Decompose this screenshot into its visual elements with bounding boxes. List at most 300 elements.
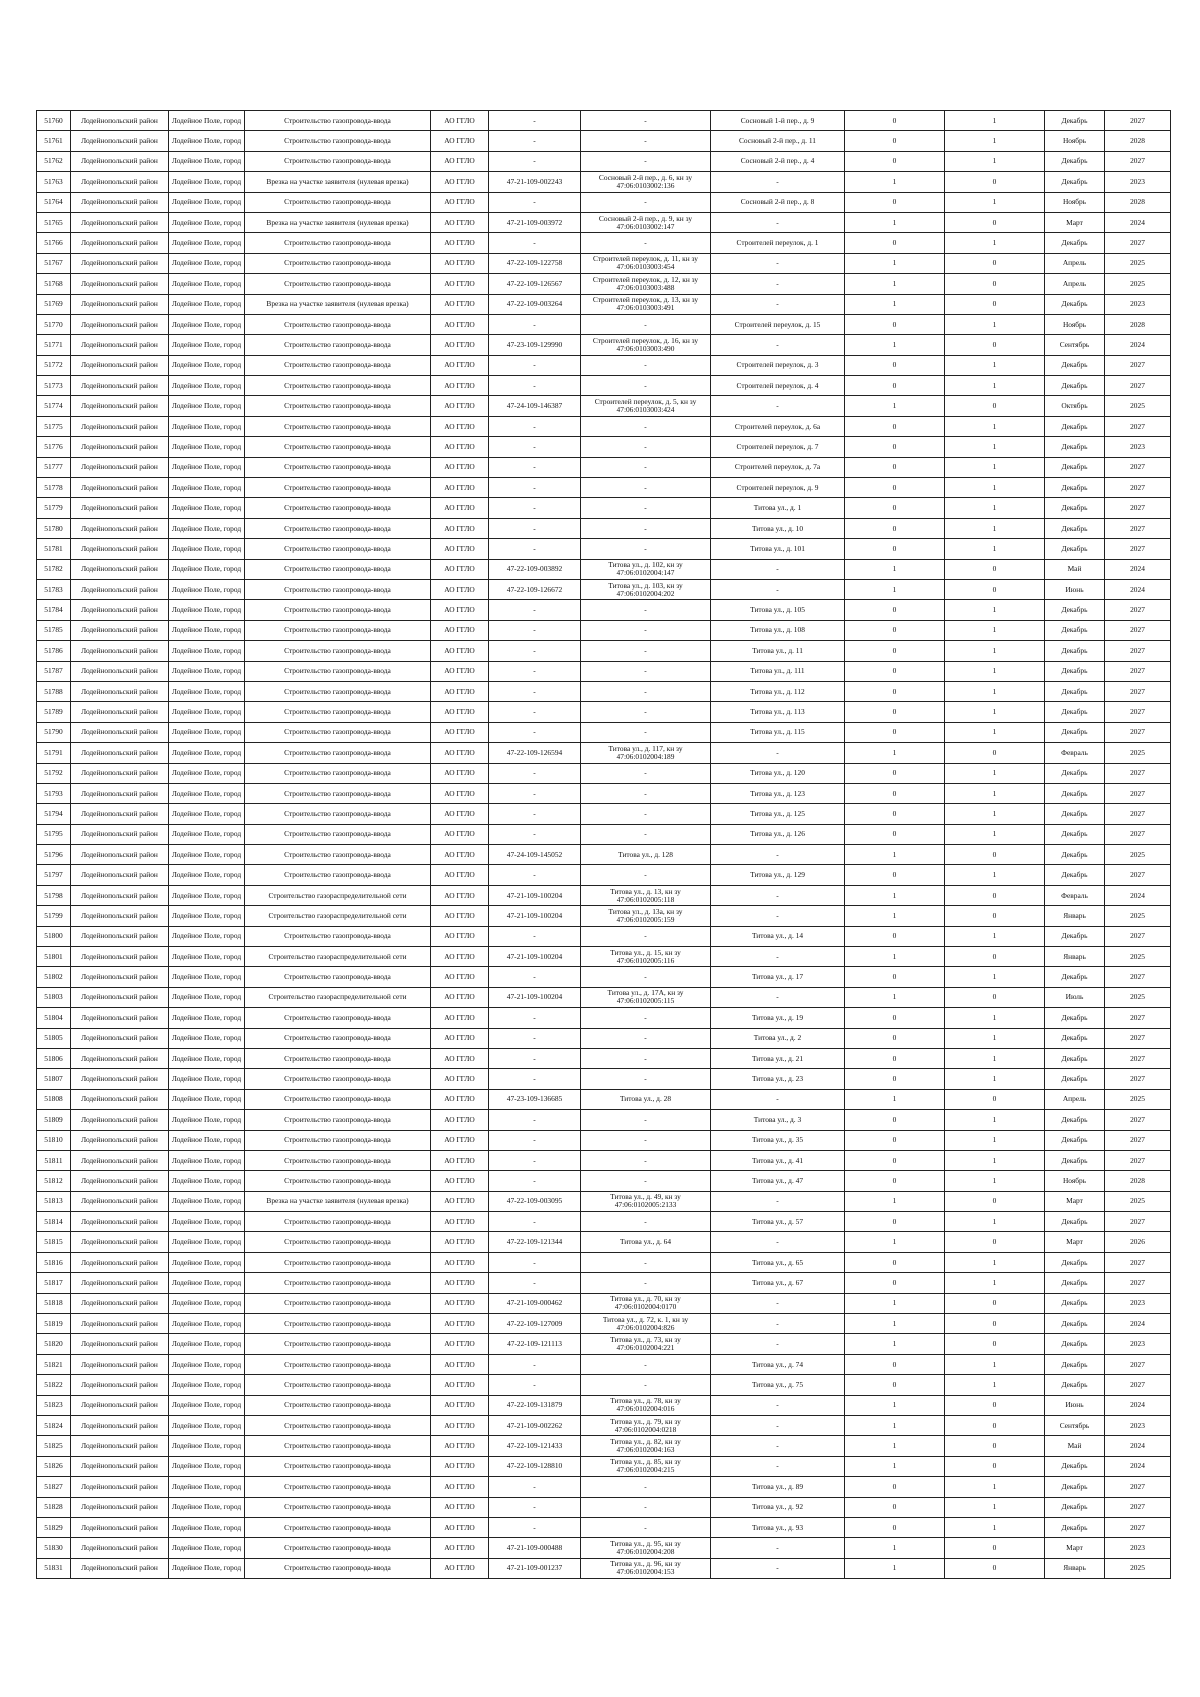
table-row bbox=[37, 1497, 1171, 1517]
table-row bbox=[37, 1538, 1171, 1558]
count-b-cell: 1 bbox=[945, 926, 1045, 946]
applicant-address-cell: Титова ул., д. 85, кн зу 47:06:0102004:215 bbox=[581, 1456, 711, 1476]
month-cell: Декабрь bbox=[1045, 1048, 1105, 1068]
object-address-cell: Строителей переулок, д. 7 bbox=[711, 437, 845, 457]
settlement-cell: Лодейное Поле, город bbox=[169, 274, 245, 294]
table-row bbox=[37, 1375, 1171, 1395]
row-number-cell: 51761 bbox=[37, 131, 71, 151]
count-b-cell: 0 bbox=[945, 1191, 1045, 1211]
settlement-cell: Лодейное Поле, город bbox=[169, 151, 245, 171]
object-address-cell: - bbox=[711, 1395, 845, 1415]
organization-cell: АО ГГЛО bbox=[431, 1314, 489, 1334]
table-row bbox=[37, 885, 1171, 905]
district-cell: Лодейнопольский район bbox=[71, 845, 169, 865]
district-cell: Лодейнопольский район bbox=[71, 131, 169, 151]
count-a-cell: 0 bbox=[845, 722, 945, 742]
application-number-cell: 47-21-109-002243 bbox=[489, 172, 581, 192]
work-type-cell: Строительство газопровода-ввода bbox=[245, 498, 431, 518]
settlement-cell: Лодейное Поле, город bbox=[169, 111, 245, 131]
application-number-cell: 47-22-109-003264 bbox=[489, 294, 581, 314]
applicant-address-cell: - bbox=[581, 1069, 711, 1089]
year-cell: 2023 bbox=[1105, 1293, 1171, 1313]
work-type-cell: Строительство газопровода-ввода bbox=[245, 416, 431, 436]
count-b-cell: 0 bbox=[945, 274, 1045, 294]
month-cell: Ноябрь bbox=[1045, 314, 1105, 334]
year-cell: 2026 bbox=[1105, 1232, 1171, 1252]
organization-cell: АО ГГЛО bbox=[431, 967, 489, 987]
count-b-cell: 1 bbox=[945, 763, 1045, 783]
table-row bbox=[37, 579, 1171, 599]
table-row bbox=[37, 1252, 1171, 1272]
table-row bbox=[37, 478, 1171, 498]
organization-cell: АО ГГЛО bbox=[431, 335, 489, 355]
count-a-cell: 1 bbox=[845, 1395, 945, 1415]
settlement-cell: Лодейное Поле, город bbox=[169, 885, 245, 905]
application-number-cell: - bbox=[489, 1212, 581, 1232]
district-cell: Лодейнопольский район bbox=[71, 641, 169, 661]
organization-cell: АО ГГЛО bbox=[431, 1069, 489, 1089]
district-cell: Лодейнопольский район bbox=[71, 1416, 169, 1436]
year-cell: 2027 bbox=[1105, 641, 1171, 661]
year-cell: 2027 bbox=[1105, 722, 1171, 742]
year-cell: 2027 bbox=[1105, 620, 1171, 640]
row-number-cell: 51765 bbox=[37, 212, 71, 232]
table-row bbox=[37, 1191, 1171, 1211]
row-number-cell: 51795 bbox=[37, 824, 71, 844]
organization-cell: АО ГГЛО bbox=[431, 1008, 489, 1028]
settlement-cell: Лодейное Поле, город bbox=[169, 1232, 245, 1252]
applicant-address-cell: - bbox=[581, 1008, 711, 1028]
count-a-cell: 0 bbox=[845, 1008, 945, 1028]
month-cell: Декабрь bbox=[1045, 376, 1105, 396]
month-cell: Декабрь bbox=[1045, 1028, 1105, 1048]
row-number-cell: 51794 bbox=[37, 804, 71, 824]
year-cell: 2023 bbox=[1105, 1416, 1171, 1436]
applicant-address-cell: Строителей переулок, д. 13, кн зу 47:06:0103003:491 bbox=[581, 294, 711, 314]
organization-cell: АО ГГЛО bbox=[431, 1395, 489, 1415]
count-b-cell: 0 bbox=[945, 253, 1045, 273]
object-address-cell: - bbox=[711, 1293, 845, 1313]
month-cell: Декабрь bbox=[1045, 437, 1105, 457]
work-type-cell: Строительство газопровода-ввода bbox=[245, 845, 431, 865]
year-cell: 2023 bbox=[1105, 1334, 1171, 1354]
applicant-address-cell: Титова ул., д. 72, к. 1, кн зу 47:06:0102004:826 bbox=[581, 1314, 711, 1334]
application-number-cell: 47-21-109-100204 bbox=[489, 947, 581, 967]
organization-cell: АО ГГЛО bbox=[431, 743, 489, 763]
row-number-cell: 51775 bbox=[37, 416, 71, 436]
row-number-cell: 51762 bbox=[37, 151, 71, 171]
table-row bbox=[37, 1171, 1171, 1191]
year-cell: 2027 bbox=[1105, 1497, 1171, 1517]
object-address-cell: - bbox=[711, 1436, 845, 1456]
table-row bbox=[37, 416, 1171, 436]
settlement-cell: Лодейное Поле, город bbox=[169, 314, 245, 334]
organization-cell: АО ГГЛО bbox=[431, 1130, 489, 1150]
row-number-cell: 51801 bbox=[37, 947, 71, 967]
applicant-address-cell: - bbox=[581, 1252, 711, 1272]
district-cell: Лодейнопольский район bbox=[71, 1293, 169, 1313]
organization-cell: АО ГГЛО bbox=[431, 396, 489, 416]
object-address-cell: - bbox=[711, 987, 845, 1007]
work-type-cell: Строительство газопровода-ввода bbox=[245, 1008, 431, 1028]
district-cell: Лодейнопольский район bbox=[71, 1273, 169, 1293]
object-address-cell: - bbox=[711, 1456, 845, 1476]
count-b-cell: 0 bbox=[945, 1314, 1045, 1334]
settlement-cell: Лодейное Поле, город bbox=[169, 212, 245, 232]
applicant-address-cell: - bbox=[581, 1110, 711, 1130]
applicant-address-cell: - bbox=[581, 865, 711, 885]
applicant-address-cell: - bbox=[581, 824, 711, 844]
district-cell: Лодейнопольский район bbox=[71, 111, 169, 131]
work-type-cell: Строительство газопровода-ввода bbox=[245, 1069, 431, 1089]
organization-cell: АО ГГЛО bbox=[431, 274, 489, 294]
settlement-cell: Лодейное Поле, город bbox=[169, 1436, 245, 1456]
object-address-cell: Титова ул., д. 23 bbox=[711, 1069, 845, 1089]
organization-cell: АО ГГЛО bbox=[431, 1416, 489, 1436]
object-address-cell: - bbox=[711, 579, 845, 599]
count-a-cell: 0 bbox=[845, 437, 945, 457]
count-b-cell: 1 bbox=[945, 437, 1045, 457]
application-number-cell: 47-21-109-003972 bbox=[489, 212, 581, 232]
count-a-cell: 1 bbox=[845, 1334, 945, 1354]
district-cell: Лодейнопольский район bbox=[71, 600, 169, 620]
count-b-cell: 0 bbox=[945, 1089, 1045, 1109]
table-row bbox=[37, 1293, 1171, 1313]
applicant-address-cell: - bbox=[581, 1048, 711, 1068]
organization-cell: АО ГГЛО bbox=[431, 1110, 489, 1130]
applicant-address-cell: Сосновый 2-й пер., д. 9, кн зу 47:06:0103002:147 bbox=[581, 212, 711, 232]
row-number-cell: 51767 bbox=[37, 253, 71, 273]
settlement-cell: Лодейное Поле, город bbox=[169, 1314, 245, 1334]
month-cell: Январь bbox=[1045, 947, 1105, 967]
object-address-cell: Сосновый 2-й пер., д. 8 bbox=[711, 192, 845, 212]
object-address-cell: - bbox=[711, 1232, 845, 1252]
month-cell: Декабрь bbox=[1045, 763, 1105, 783]
object-address-cell: - bbox=[711, 1089, 845, 1109]
settlement-cell: Лодейное Поле, город bbox=[169, 1558, 245, 1578]
month-cell: Декабрь bbox=[1045, 967, 1105, 987]
count-b-cell: 1 bbox=[945, 539, 1045, 559]
organization-cell: АО ГГЛО bbox=[431, 151, 489, 171]
month-cell: Декабрь bbox=[1045, 416, 1105, 436]
count-b-cell: 0 bbox=[945, 743, 1045, 763]
object-address-cell: - bbox=[711, 1314, 845, 1334]
object-address-cell: Титова ул., д. 75 bbox=[711, 1375, 845, 1395]
work-type-cell: Строительство газопровода-ввода bbox=[245, 1395, 431, 1415]
year-cell: 2025 bbox=[1105, 743, 1171, 763]
organization-cell: АО ГГЛО bbox=[431, 1191, 489, 1211]
month-cell: Декабрь bbox=[1045, 865, 1105, 885]
count-a-cell: 1 bbox=[845, 1558, 945, 1578]
application-number-cell: - bbox=[489, 151, 581, 171]
settlement-cell: Лодейное Поле, город bbox=[169, 172, 245, 192]
district-cell: Лодейнопольский район bbox=[71, 722, 169, 742]
table-row bbox=[37, 1314, 1171, 1334]
count-b-cell: 0 bbox=[945, 335, 1045, 355]
count-b-cell: 1 bbox=[945, 1375, 1045, 1395]
row-number-cell: 51788 bbox=[37, 681, 71, 701]
application-number-cell: 47-22-109-128810 bbox=[489, 1456, 581, 1476]
object-address-cell: Сосновый 2-й пер., д. 11 bbox=[711, 131, 845, 151]
count-a-cell: 0 bbox=[845, 763, 945, 783]
year-cell: 2025 bbox=[1105, 1558, 1171, 1578]
count-a-cell: 0 bbox=[845, 1354, 945, 1374]
organization-cell: АО ГГЛО bbox=[431, 579, 489, 599]
table-row bbox=[37, 457, 1171, 477]
application-number-cell: - bbox=[489, 1008, 581, 1028]
work-type-cell: Строительство газопровода-ввода bbox=[245, 1232, 431, 1252]
count-b-cell: 1 bbox=[945, 192, 1045, 212]
district-cell: Лодейнопольский район bbox=[71, 681, 169, 701]
object-address-cell: - bbox=[711, 1191, 845, 1211]
organization-cell: АО ГГЛО bbox=[431, 1293, 489, 1313]
district-cell: Лодейнопольский район bbox=[71, 539, 169, 559]
applicant-address-cell: - bbox=[581, 681, 711, 701]
settlement-cell: Лодейное Поле, город bbox=[169, 131, 245, 151]
district-cell: Лодейнопольский район bbox=[71, 1171, 169, 1191]
count-a-cell: 0 bbox=[845, 416, 945, 436]
row-number-cell: 51823 bbox=[37, 1395, 71, 1415]
count-b-cell: 1 bbox=[945, 804, 1045, 824]
work-type-cell: Строительство газопровода-ввода bbox=[245, 1212, 431, 1232]
count-a-cell: 0 bbox=[845, 1130, 945, 1150]
application-number-cell: - bbox=[489, 824, 581, 844]
year-cell: 2027 bbox=[1105, 1375, 1171, 1395]
count-b-cell: 1 bbox=[945, 1150, 1045, 1170]
application-number-cell: - bbox=[489, 1517, 581, 1537]
month-cell: Декабрь bbox=[1045, 457, 1105, 477]
work-type-cell: Строительство газопровода-ввода bbox=[245, 1150, 431, 1170]
table-row bbox=[37, 274, 1171, 294]
application-number-cell: 47-22-109-126672 bbox=[489, 579, 581, 599]
row-number-cell: 51783 bbox=[37, 579, 71, 599]
table-row bbox=[37, 253, 1171, 273]
year-cell: 2027 bbox=[1105, 804, 1171, 824]
month-cell: Декабрь bbox=[1045, 1314, 1105, 1334]
count-a-cell: 0 bbox=[845, 783, 945, 803]
year-cell: 2025 bbox=[1105, 274, 1171, 294]
organization-cell: АО ГГЛО bbox=[431, 987, 489, 1007]
work-type-cell: Строительство газораспределительной сети bbox=[245, 987, 431, 1007]
table-row bbox=[37, 539, 1171, 559]
gasification-table bbox=[36, 110, 1171, 1579]
application-number-cell: 47-21-109-000488 bbox=[489, 1538, 581, 1558]
count-a-cell: 1 bbox=[845, 845, 945, 865]
count-b-cell: 0 bbox=[945, 212, 1045, 232]
applicant-address-cell: - bbox=[581, 539, 711, 559]
count-b-cell: 1 bbox=[945, 1477, 1045, 1497]
row-number-cell: 51818 bbox=[37, 1293, 71, 1313]
work-type-cell: Строительство газопровода-ввода bbox=[245, 1171, 431, 1191]
district-cell: Лодейнопольский район bbox=[71, 1130, 169, 1150]
applicant-address-cell: - bbox=[581, 1354, 711, 1374]
work-type-cell: Врезка на участке заявителя (нулевая врезка) bbox=[245, 294, 431, 314]
district-cell: Лодейнопольский район bbox=[71, 967, 169, 987]
work-type-cell: Строительство газопровода-ввода bbox=[245, 437, 431, 457]
count-a-cell: 0 bbox=[845, 620, 945, 640]
count-b-cell: 1 bbox=[945, 416, 1045, 436]
object-address-cell: - bbox=[711, 212, 845, 232]
month-cell: Декабрь bbox=[1045, 498, 1105, 518]
table-body bbox=[37, 111, 1171, 1579]
settlement-cell: Лодейное Поле, город bbox=[169, 376, 245, 396]
row-number-cell: 51769 bbox=[37, 294, 71, 314]
work-type-cell: Строительство газопровода-ввода bbox=[245, 1293, 431, 1313]
application-number-cell: 47-22-109-126567 bbox=[489, 274, 581, 294]
application-number-cell: - bbox=[489, 416, 581, 436]
work-type-cell: Строительство газопровода-ввода bbox=[245, 1477, 431, 1497]
settlement-cell: Лодейное Поле, город bbox=[169, 1130, 245, 1150]
table-row bbox=[37, 1232, 1171, 1252]
application-number-cell: - bbox=[489, 1273, 581, 1293]
month-cell: Декабрь bbox=[1045, 926, 1105, 946]
month-cell: Июль bbox=[1045, 987, 1105, 1007]
object-address-cell: - bbox=[711, 947, 845, 967]
work-type-cell: Строительство газопровода-ввода bbox=[245, 1436, 431, 1456]
application-number-cell: - bbox=[489, 1252, 581, 1272]
table-row bbox=[37, 111, 1171, 131]
work-type-cell: Строительство газопровода-ввода bbox=[245, 1110, 431, 1130]
district-cell: Лодейнопольский район bbox=[71, 253, 169, 273]
count-b-cell: 0 bbox=[945, 579, 1045, 599]
settlement-cell: Лодейное Поле, город bbox=[169, 926, 245, 946]
application-number-cell: 47-21-109-100204 bbox=[489, 885, 581, 905]
organization-cell: АО ГГЛО bbox=[431, 926, 489, 946]
count-a-cell: 0 bbox=[845, 1497, 945, 1517]
year-cell: 2027 bbox=[1105, 1252, 1171, 1272]
month-cell: Декабрь bbox=[1045, 1293, 1105, 1313]
district-cell: Лодейнопольский район bbox=[71, 192, 169, 212]
count-a-cell: 0 bbox=[845, 1375, 945, 1395]
work-type-cell: Строительство газопровода-ввода bbox=[245, 1558, 431, 1578]
row-number-cell: 51821 bbox=[37, 1354, 71, 1374]
count-b-cell: 1 bbox=[945, 1273, 1045, 1293]
row-number-cell: 51819 bbox=[37, 1314, 71, 1334]
application-number-cell: 47-22-109-131879 bbox=[489, 1395, 581, 1415]
organization-cell: АО ГГЛО bbox=[431, 1028, 489, 1048]
applicant-address-cell: - bbox=[581, 498, 711, 518]
settlement-cell: Лодейное Поле, город bbox=[169, 906, 245, 926]
settlement-cell: Лодейное Поле, город bbox=[169, 620, 245, 640]
count-b-cell: 0 bbox=[945, 172, 1045, 192]
organization-cell: АО ГГЛО bbox=[431, 294, 489, 314]
year-cell: 2023 bbox=[1105, 437, 1171, 457]
year-cell: 2025 bbox=[1105, 253, 1171, 273]
count-a-cell: 0 bbox=[845, 1069, 945, 1089]
applicant-address-cell: - bbox=[581, 192, 711, 212]
count-b-cell: 1 bbox=[945, 865, 1045, 885]
settlement-cell: Лодейное Поле, город bbox=[169, 1416, 245, 1436]
table-row bbox=[37, 1558, 1171, 1578]
month-cell: Декабрь bbox=[1045, 804, 1105, 824]
count-a-cell: 1 bbox=[845, 212, 945, 232]
table-row bbox=[37, 376, 1171, 396]
year-cell: 2024 bbox=[1105, 559, 1171, 579]
month-cell: Декабрь bbox=[1045, 111, 1105, 131]
district-cell: Лодейнопольский район bbox=[71, 987, 169, 1007]
month-cell: Декабрь bbox=[1045, 1150, 1105, 1170]
count-a-cell: 1 bbox=[845, 743, 945, 763]
settlement-cell: Лодейное Поле, город bbox=[169, 1191, 245, 1211]
settlement-cell: Лодейное Поле, город bbox=[169, 1028, 245, 1048]
row-number-cell: 51814 bbox=[37, 1212, 71, 1232]
count-b-cell: 0 bbox=[945, 906, 1045, 926]
settlement-cell: Лодейное Поле, город bbox=[169, 865, 245, 885]
month-cell: Декабрь bbox=[1045, 600, 1105, 620]
organization-cell: АО ГГЛО bbox=[431, 212, 489, 232]
application-number-cell: - bbox=[489, 600, 581, 620]
applicant-address-cell: - bbox=[581, 641, 711, 661]
row-number-cell: 51791 bbox=[37, 743, 71, 763]
row-number-cell: 51790 bbox=[37, 722, 71, 742]
object-address-cell: - bbox=[711, 559, 845, 579]
table-row bbox=[37, 1456, 1171, 1476]
table-row bbox=[37, 151, 1171, 171]
application-number-cell: - bbox=[489, 457, 581, 477]
organization-cell: АО ГГЛО bbox=[431, 437, 489, 457]
month-cell: Декабрь bbox=[1045, 1456, 1105, 1476]
application-number-cell: - bbox=[489, 763, 581, 783]
row-number-cell: 51802 bbox=[37, 967, 71, 987]
organization-cell: АО ГГЛО bbox=[431, 478, 489, 498]
month-cell: Апрель bbox=[1045, 274, 1105, 294]
month-cell: Январь bbox=[1045, 906, 1105, 926]
count-a-cell: 0 bbox=[845, 111, 945, 131]
applicant-address-cell: Титова ул., д. 96, кн зу 47:06:0102004:153 bbox=[581, 1558, 711, 1578]
work-type-cell: Строительство газопровода-ввода bbox=[245, 824, 431, 844]
settlement-cell: Лодейное Поле, город bbox=[169, 743, 245, 763]
year-cell: 2027 bbox=[1105, 600, 1171, 620]
object-address-cell: Титова ул., д. 115 bbox=[711, 722, 845, 742]
count-b-cell: 1 bbox=[945, 355, 1045, 375]
month-cell: Декабрь bbox=[1045, 233, 1105, 253]
year-cell: 2027 bbox=[1105, 1048, 1171, 1068]
district-cell: Лодейнопольский район bbox=[71, 212, 169, 232]
applicant-address-cell: - bbox=[581, 457, 711, 477]
application-number-cell: 47-21-109-100204 bbox=[489, 987, 581, 1007]
month-cell: Декабрь bbox=[1045, 478, 1105, 498]
work-type-cell: Строительство газопровода-ввода bbox=[245, 233, 431, 253]
applicant-address-cell: - bbox=[581, 1273, 711, 1293]
count-b-cell: 0 bbox=[945, 1334, 1045, 1354]
applicant-address-cell: - bbox=[581, 1130, 711, 1150]
district-cell: Лодейнопольский район bbox=[71, 1558, 169, 1578]
table-row bbox=[37, 1395, 1171, 1415]
count-a-cell: 0 bbox=[845, 478, 945, 498]
work-type-cell: Строительство газопровода-ввода bbox=[245, 641, 431, 661]
count-a-cell: 0 bbox=[845, 926, 945, 946]
count-a-cell: 1 bbox=[845, 1538, 945, 1558]
organization-cell: АО ГГЛО bbox=[431, 1334, 489, 1354]
table-row bbox=[37, 1048, 1171, 1068]
organization-cell: АО ГГЛО bbox=[431, 355, 489, 375]
row-number-cell: 51764 bbox=[37, 192, 71, 212]
district-cell: Лодейнопольский район bbox=[71, 824, 169, 844]
count-b-cell: 1 bbox=[945, 457, 1045, 477]
year-cell: 2027 bbox=[1105, 783, 1171, 803]
organization-cell: АО ГГЛО bbox=[431, 845, 489, 865]
application-number-cell: 47-21-109-100204 bbox=[489, 906, 581, 926]
application-number-cell: - bbox=[489, 539, 581, 559]
row-number-cell: 51800 bbox=[37, 926, 71, 946]
object-address-cell: Титова ул., д. 129 bbox=[711, 865, 845, 885]
row-number-cell: 51805 bbox=[37, 1028, 71, 1048]
applicant-address-cell: - bbox=[581, 478, 711, 498]
district-cell: Лодейнопольский район bbox=[71, 1538, 169, 1558]
row-number-cell: 51812 bbox=[37, 1171, 71, 1191]
work-type-cell: Строительство газопровода-ввода bbox=[245, 1538, 431, 1558]
applicant-address-cell: - bbox=[581, 926, 711, 946]
